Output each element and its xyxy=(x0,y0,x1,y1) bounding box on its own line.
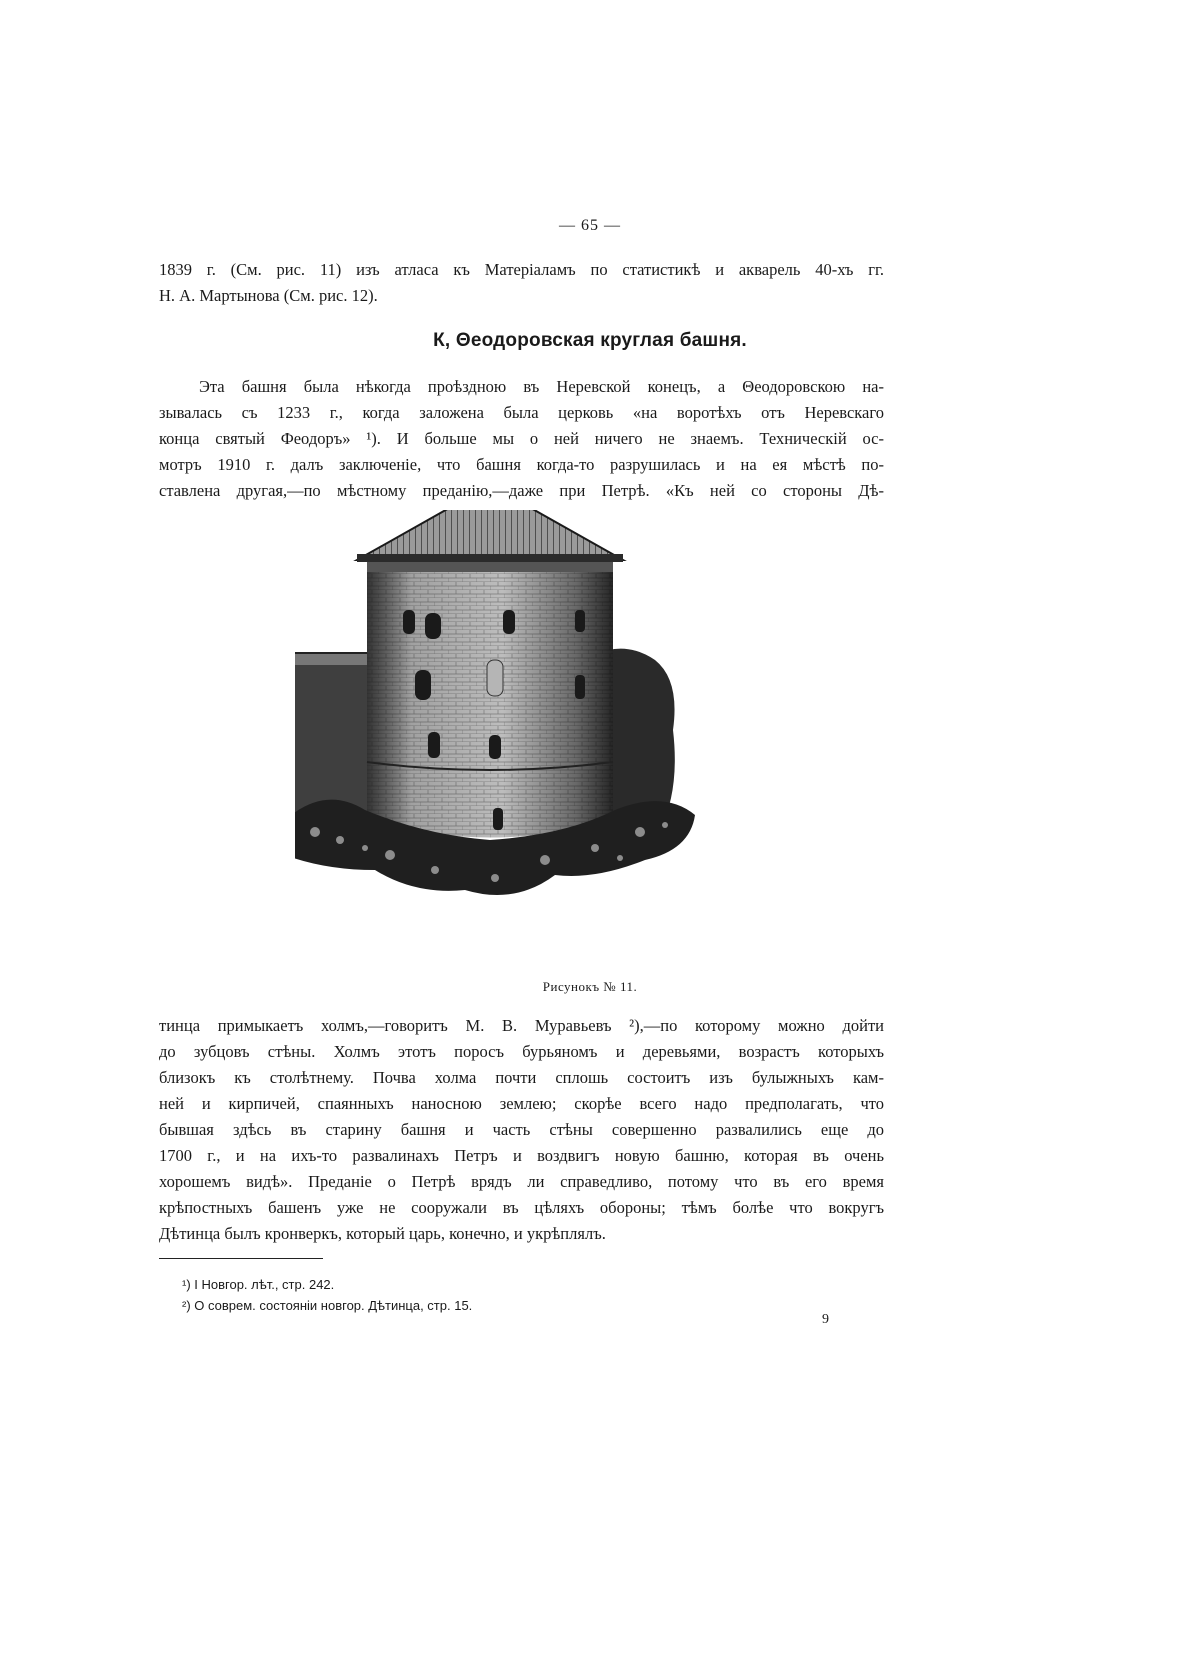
tower-image xyxy=(295,510,745,920)
text-line: 1839 г. (См. рис. 11) изъ атласа къ Матеріаламъ по статистикѣ и акварель 40-хъ гг. xyxy=(159,260,884,279)
text-line: бывшая здѣсь въ старину башня и часть стѣны совершенно развалились еще до xyxy=(159,1120,884,1139)
section-heading: К, Θеодоровская круглая башня. xyxy=(433,330,747,351)
footnote-rule xyxy=(159,1258,323,1259)
text-line: крѣпостныхъ башенъ уже не сооружали въ цѣляхъ обороны; тѣмъ болѣе что вокругъ xyxy=(159,1198,884,1217)
text-line: хорошемъ видѣ». Преданіе о Петрѣ врядъ ли справедливо, потому что въ его время xyxy=(159,1172,884,1191)
footnotes xyxy=(182,1274,472,1316)
intro-paragraph xyxy=(159,257,884,309)
text-line: тинца примыкаетъ холмъ,—говоритъ М. В. Муравьевъ ²),—по которому можно дойти xyxy=(159,1016,884,1035)
figure-tower-illustration xyxy=(295,510,745,920)
text-line: зывалась съ 1233 г., когда заложена была церковь «на воротѣхъ отъ Неревскаго xyxy=(159,403,884,422)
text-line: конца святый Феодоръ» ¹). И больше мы о ней ничего не знаемъ. Техническій ос- xyxy=(159,429,884,448)
text-line: мотръ 1910 г. далъ заключеніе, что башня когда-то разрушилась и на ея мѣстѣ по- xyxy=(159,455,884,474)
page-number: — 65 — xyxy=(559,217,621,234)
signature-mark: 9 xyxy=(822,1312,829,1327)
paragraph-1 xyxy=(159,374,884,504)
text-line: Н. А. Мартынова (См. рис. 12). xyxy=(159,286,378,305)
text-line: ставлена другая,—по мѣстному преданію,—даже при Петрѣ. «Къ ней со стороны Дѣ- xyxy=(159,481,884,500)
footnote-2: ²) О соврем. состояніи новгор. Дѣтинца, стр. 15. xyxy=(182,1298,473,1313)
paragraph-2 xyxy=(159,1013,884,1247)
text-line: ней и кирпичей, спаянныхъ наносною землею; скорѣе всего надо предполагать, что xyxy=(159,1094,884,1113)
text-line: 1700 г., и на ихъ-то развалинахъ Петръ и воздвигъ новую башню, которая въ очень xyxy=(159,1146,884,1165)
figure-caption: Рисунокъ № 11. xyxy=(542,979,638,994)
text-line: Эта башня была нѣкогда проѣздною въ Неревской конецъ, а Θеодоровскою на- xyxy=(199,377,884,396)
text-line: близокъ къ столѣтнему. Почва холма почти сплошь состоитъ изъ булыжныхъ кам- xyxy=(159,1068,884,1087)
footnote-1: ¹) I Новгор. лѣт., стр. 242. xyxy=(182,1277,335,1292)
text-line: Дѣтинца былъ кронверкъ, который царь, конечно, и укрѣплялъ. xyxy=(159,1224,606,1243)
text-line: до зубцовъ стѣны. Холмъ этотъ поросъ бурьяномъ и деревьями, возрастъ которыхъ xyxy=(159,1042,884,1061)
